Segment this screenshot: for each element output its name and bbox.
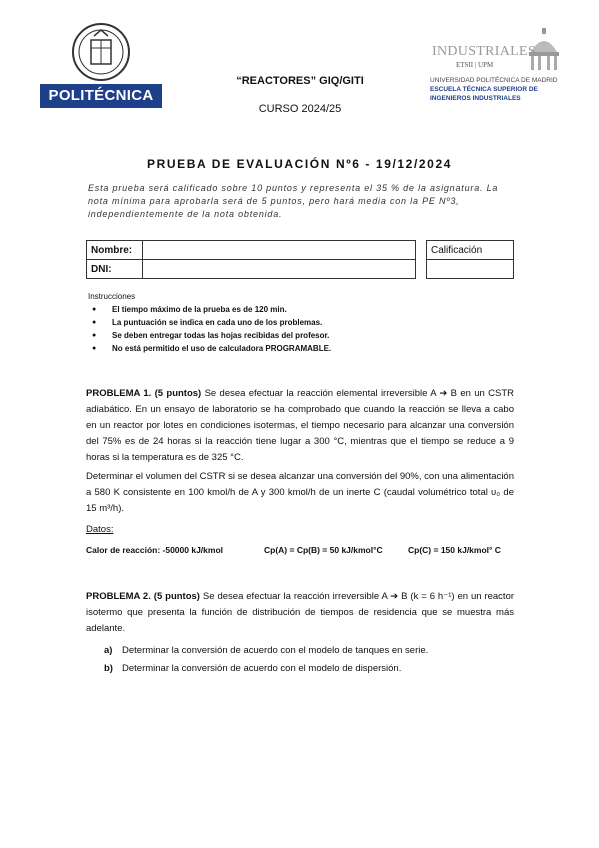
industriales-logo [430,26,565,116]
university-line: UNIVERSIDAD POLITÉCNICA DE MADRID [430,77,558,84]
industriales-brand: INDUSTRIALES [432,44,536,59]
instructions-heading: Instrucciones [88,292,136,301]
dni-label: DNI: [87,260,143,279]
list-item: b) Determinar la conversión de acuerdo con el modelo de dispersión. [104,663,402,674]
problem-1-task: Determinar el volumen del CSTR si se desea alcanzar una conversión del 90%, con una alimentación a 580 K consistente en 100 kmol/h de A y 300 kmol/h de un inerte C (caudal volumétrico total υ₀ de 15 m³/h). [86,471,514,514]
school-line-2: INGENIEROS INDUSTRIALES [430,95,521,102]
heat-of-reaction: Calor de reacción: -50000 kJ/kmol [86,545,224,555]
course-title: “REACTORES” GIQ/GITI [236,75,364,87]
dni-field[interactable] [143,260,416,279]
school-lines [430,76,570,103]
etsii-upm-label: ETSII | UPM [456,61,494,69]
problem-1-text: Se desea efectuar la reacción elemental irreversible A ➔ B en un CSTR adiabático. En un ensayo de laboratorio se ha comprobado que cuando la reacción se lleva a cabo en un reactor por lotes en condiciones isotermas, el tiempo necesario para alcanzar una conversión del 75% es de 24 horas si la reacción tiene lugar a 300 °C, mientras que el tiempo se reduce a 9 horas si la temperatura es de 325 °C. [86,388,515,463]
problem-2-label: PROBLEMA 2. (5 puntos) [86,591,200,602]
instruction-item: ● La puntuación se indica en cada uno de los problemas. [112,316,331,329]
politecnica-logo-text: POLITÉCNICA [40,84,162,108]
course-heading [200,75,400,115]
problem-1-label: PROBLEMA 1. (5 puntos) [86,388,202,399]
name-field[interactable] [143,241,416,260]
upm-logo [40,22,162,108]
datos-label: Datos: [86,524,114,535]
instruction-item: ● Se deben entregar todas las hojas recibidas del profesor. [112,329,331,342]
list-item: a) Determinar la conversión de acuerdo con el modelo de tanques en serie. [104,645,429,656]
problem-2-statement [86,589,514,637]
cp-a-b: Cp(A) = Cp(B) = 50 kJ/kmol°C [264,545,383,555]
name-label: Nombre: [87,241,143,260]
problem-2-text: Se desea efectuar la reacción irreversible A ➔ B (k = 6 h⁻¹) en un reactor isotermo que presenta la función de distribución de tiempos de residencia que se muestra más adelante. [86,591,515,634]
instruction-item: ● El tiempo máximo de la prueba es de 120 min. [112,303,331,316]
grade-field[interactable] [427,260,514,279]
grade-label: Calificación [427,241,514,260]
problem-2-items [104,642,428,678]
problem-1-statement [86,386,514,466]
exam-title: PRUEBA DE EVALUACIÓN Nº6 - 19/12/2024 [147,157,452,171]
course-year: CURSO 2024/25 [258,103,342,115]
cp-c: Cp(C) = 150 kJ/kmol° C [408,545,501,555]
instructions [88,292,331,355]
student-form [86,240,416,279]
exam-intro: Esta prueba será calificado sobre 10 puntos y representa el 35 % de la asignatura. La nota mínima para aprobarla será de 5 puntos, pero hará media con la PE Nº3, independientemente de la nota obtenida. [88,183,499,219]
grade-box [426,240,514,279]
school-line-1: ESCUELA TÉCNICA SUPERIOR DE [430,86,538,93]
instruction-item: ● No está permitido el uso de calculadora PROGRAMABLE. [112,342,331,355]
university-crest-icon [70,22,132,82]
